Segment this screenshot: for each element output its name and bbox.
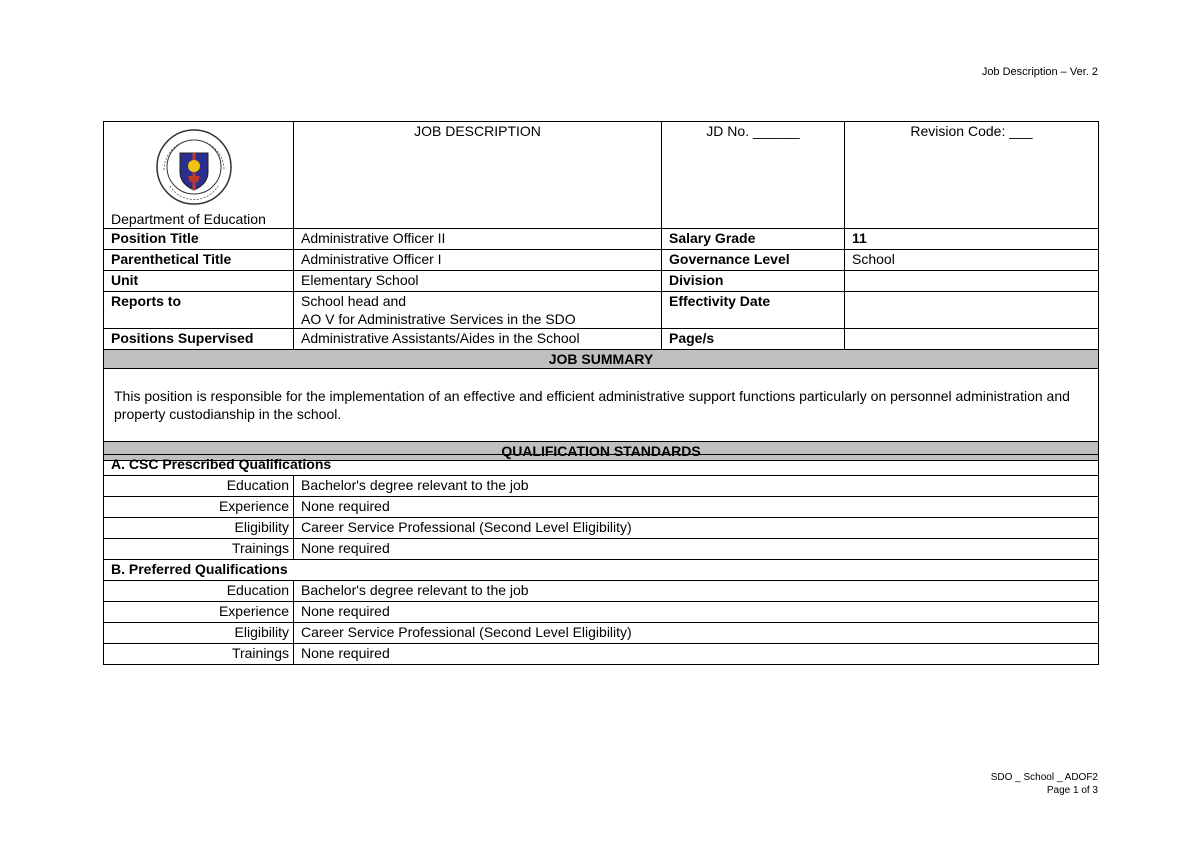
page-number: Page 1 of 3 (1046, 785, 1098, 796)
job-summary-heading-row (104, 350, 1099, 369)
parenthetical-title-value: Administrative Officer I (294, 250, 662, 271)
csc-eligibility-label: Eligibility (104, 518, 294, 539)
job-summary-text: This position is responsible for the implementation of an effective and efficient administrative support functions particularly on personnel administration and property custodianship in the school. (104, 369, 1099, 442)
reports-to-label: Reports to (104, 292, 294, 329)
preferred-education-value: Bachelor's degree relevant to the job (294, 581, 1099, 602)
csc-education-label: Education (104, 476, 294, 497)
pages-value (845, 329, 1099, 350)
effectivity-date-value (845, 292, 1099, 329)
jd-number: JD No. ______ (662, 122, 845, 229)
division-value (845, 271, 1099, 292)
deped-seal-icon (154, 128, 234, 206)
salary-grade-label: Salary Grade (662, 229, 845, 250)
preferred-trainings-row (104, 644, 1099, 665)
parenthetical-title-row (104, 250, 1099, 271)
preferred-trainings-label: Trainings (104, 644, 294, 665)
csc-eligibility-row (104, 518, 1099, 539)
positions-supervised-label: Positions Supervised (104, 329, 294, 350)
department-cell (104, 122, 294, 229)
csc-section-row (104, 455, 1099, 476)
reports-to-value (294, 292, 662, 329)
csc-experience-row (104, 497, 1099, 518)
document-code: SDO _ School _ ADOF2 (990, 772, 1098, 783)
salary-grade-value: 11 (845, 229, 1099, 250)
preferred-trainings-value: None required (294, 644, 1099, 665)
job-summary-row (104, 369, 1099, 442)
governance-level-value: School (845, 250, 1099, 271)
preferred-section-row (104, 560, 1099, 581)
preferred-education-label: Education (104, 581, 294, 602)
csc-eligibility-value: Career Service Professional (Second Level Eligibility) (294, 518, 1099, 539)
positions-supervised-value: Administrative Assistants/Aides in the School (294, 329, 662, 350)
csc-experience-label: Experience (104, 497, 294, 518)
csc-trainings-label: Trainings (104, 539, 294, 560)
department-name: Department of Education (111, 211, 266, 227)
governance-level-label: Governance Level (662, 250, 845, 271)
unit-label: Unit (104, 271, 294, 292)
doc-title: JOB DESCRIPTION (294, 122, 662, 229)
preferred-experience-value: None required (294, 602, 1099, 623)
unit-value: Elementary School (294, 271, 662, 292)
csc-education-value: Bachelor's degree relevant to the job (294, 476, 1099, 497)
preferred-eligibility-value: Career Service Professional (Second Level Eligibility) (294, 623, 1099, 644)
effectivity-date-label: Effectivity Date (662, 292, 845, 329)
job-description-table (103, 121, 1099, 461)
position-title-label: Position Title (104, 229, 294, 250)
preferred-section-title: B. Preferred Qualifications (104, 560, 1099, 581)
title-row (104, 122, 1099, 229)
job-summary-heading: JOB SUMMARY (104, 350, 1099, 369)
reports-to-line-1: School head and (301, 293, 407, 309)
document-version: Job Description – Ver. 2 (981, 66, 1098, 78)
csc-education-row (104, 476, 1099, 497)
unit-row (104, 271, 1099, 292)
csc-section-title: A. CSC Prescribed Qualifications (104, 455, 1099, 476)
preferred-experience-row (104, 602, 1099, 623)
parenthetical-title-label: Parenthetical Title (104, 250, 294, 271)
position-title-value: Administrative Officer II (294, 229, 662, 250)
csc-trainings-row (104, 539, 1099, 560)
revision-code: Revision Code: ___ (845, 122, 1099, 229)
positions-supervised-row (104, 329, 1099, 350)
preferred-education-row (104, 581, 1099, 602)
qualifications-table (103, 454, 1099, 665)
preferred-eligibility-row (104, 623, 1099, 644)
reports-to-row (104, 292, 1099, 329)
csc-trainings-value: None required (294, 539, 1099, 560)
division-label: Division (662, 271, 845, 292)
preferred-experience-label: Experience (104, 602, 294, 623)
page-footer (991, 771, 1098, 797)
qualification-standards-heading: QUALIFICATION STANDARDS (104, 442, 1099, 461)
preferred-eligibility-label: Eligibility (104, 623, 294, 644)
pages-label: Page/s (662, 329, 845, 350)
reports-to-line-2: AO V for Administrative Services in the SDO (301, 311, 576, 327)
position-title-row (104, 229, 1099, 250)
csc-experience-value: None required (294, 497, 1099, 518)
